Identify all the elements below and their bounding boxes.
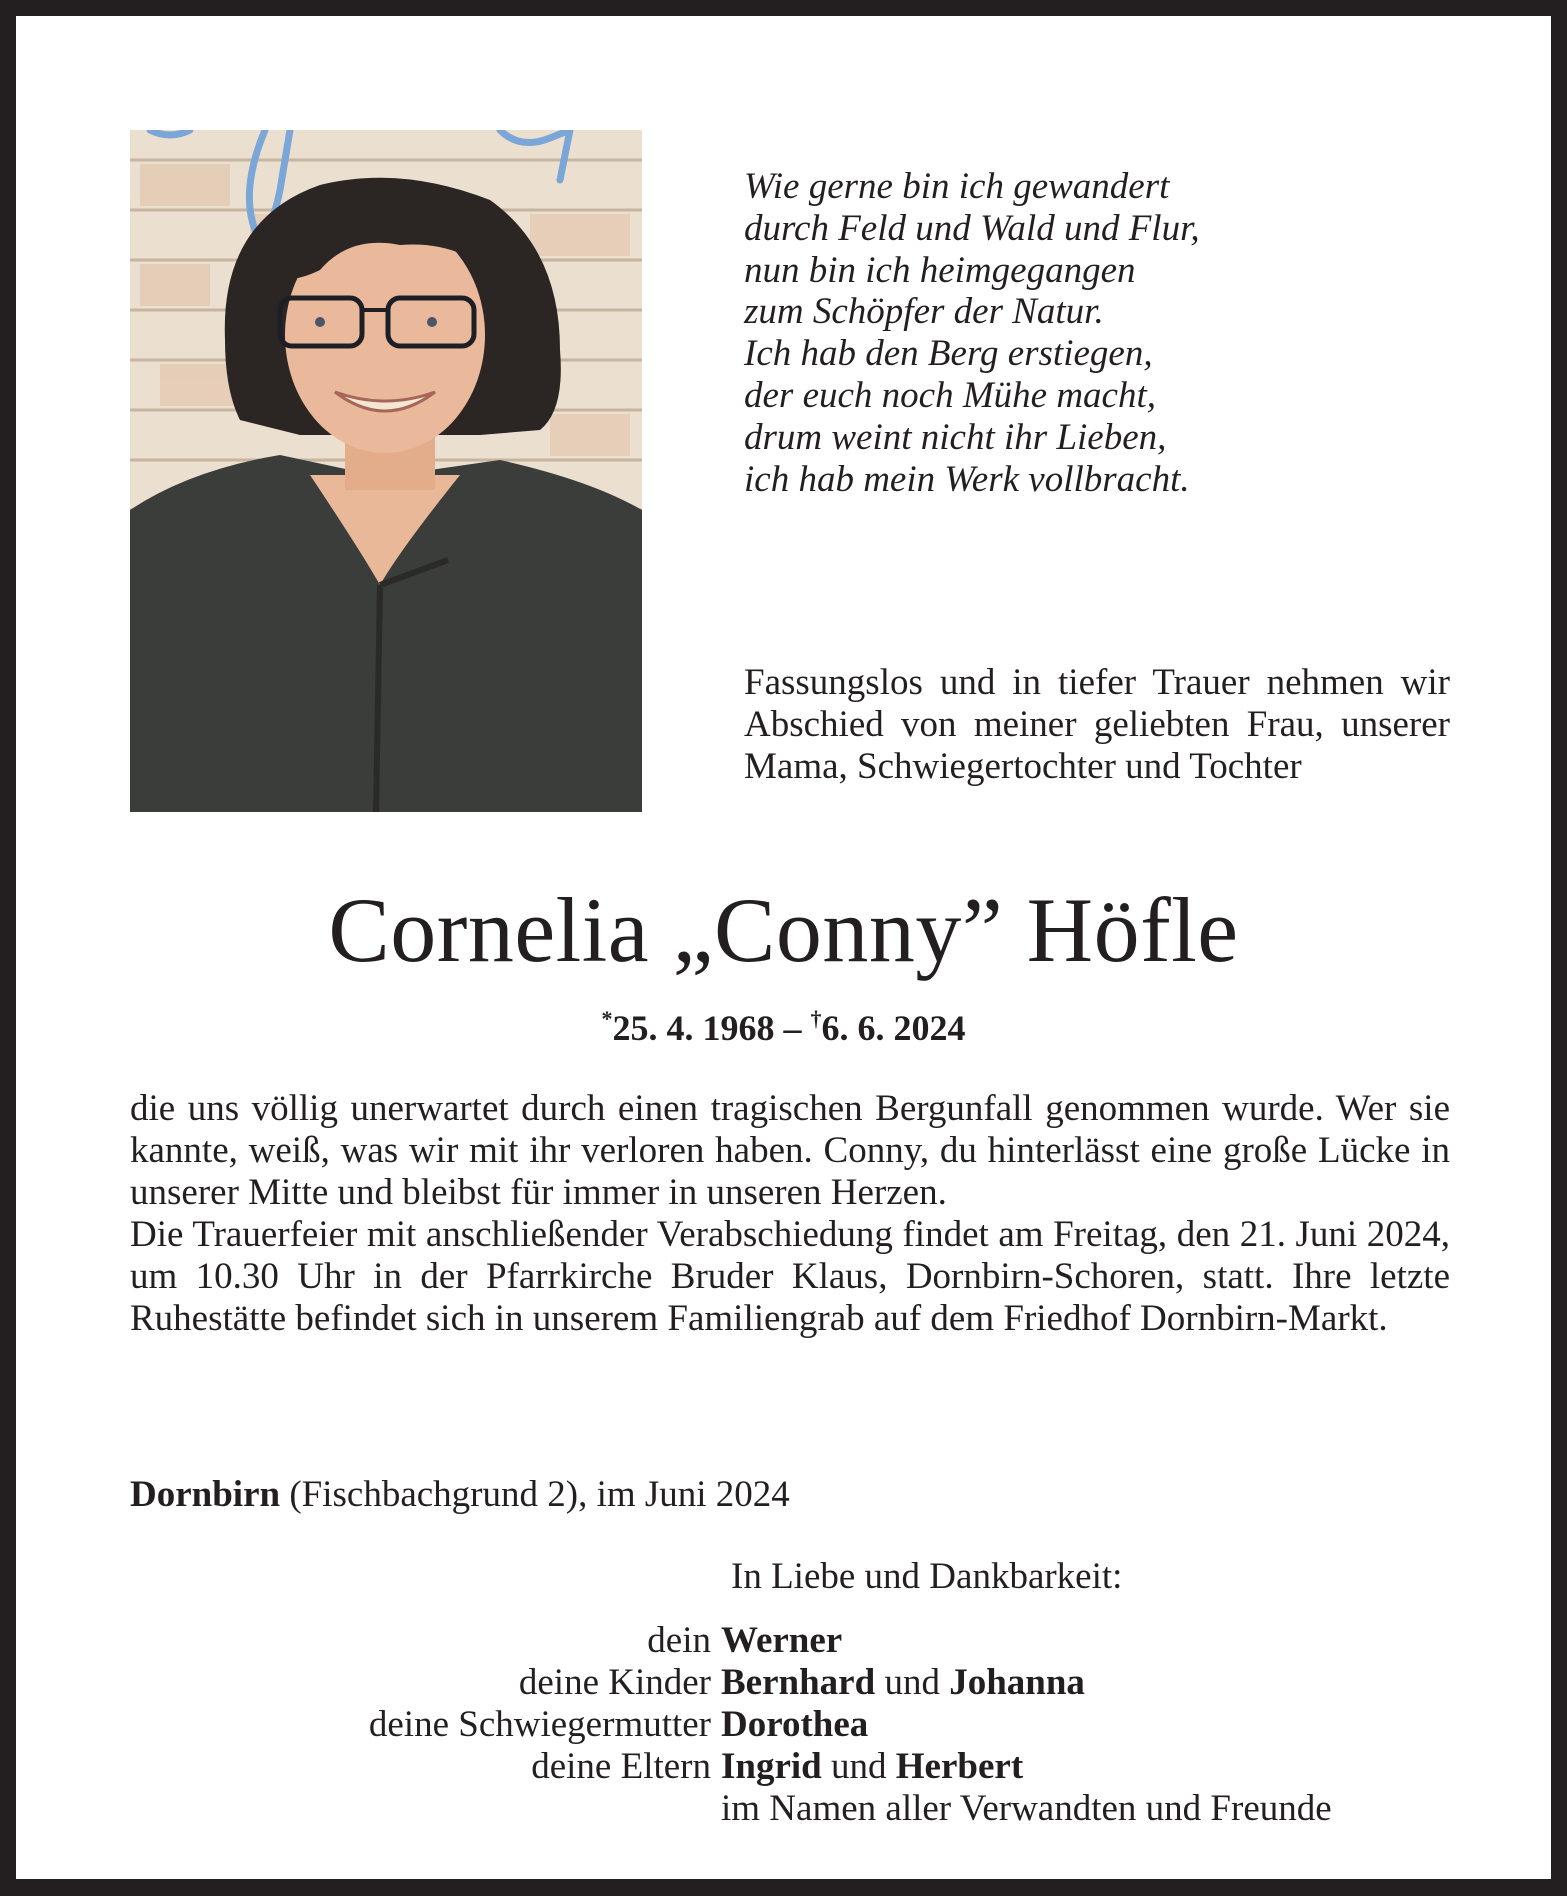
mourner-row [16, 1746, 1551, 1788]
portrait-illustration [130, 130, 642, 812]
poem-line: nun bin ich heimgegangen [744, 249, 1136, 291]
poem-line: zum Schöpfer der Natur. [744, 291, 1104, 333]
mourner-relation: deine Kinder [518, 1662, 711, 1703]
life-dates [16, 998, 1551, 1049]
mourner-name: Bernhard [721, 1662, 876, 1703]
mourner-names [721, 1746, 1023, 1788]
signoff-closing: im Namen aller Verwandten und Freunde [721, 1788, 1332, 1829]
body-paragraph-2: Die Trauerfeier mit anschließender Verabschiedung findet am Freitag, den 21. Juni 2024, um 10.30 Uhr in der Pfarrkirche Bruder Klaus, Dornbirn-Schoren, statt. Ihre letzte Ruhestätte befindet sich in unserem Familiengrab auf dem Friedhof Dornbirn-Markt. [130, 1214, 1450, 1339]
poem-line: drum weint nicht ihr Lieben, [744, 416, 1167, 458]
mourner-row [16, 1662, 1551, 1704]
mourner-name: Johanna [949, 1662, 1085, 1703]
poem-line: durch Feld und Wald und Flur, [744, 207, 1200, 249]
poem-line: der euch noch Mühe macht, [744, 374, 1157, 416]
mourner-name: Ingrid [721, 1746, 822, 1787]
death-symbol: † [810, 1006, 822, 1031]
place-details: (Fischbachgrund 2), im Juni 2024 [280, 1474, 790, 1515]
mourner-relation: deine Eltern [531, 1746, 711, 1787]
obituary-sheet [16, 16, 1551, 1879]
place-city: Dornbirn [130, 1474, 281, 1515]
mourner-conj: und [875, 1662, 950, 1703]
obituary-body [130, 1088, 1450, 1340]
death-date: 6. 6. 2024 [821, 1008, 966, 1048]
signoff-thanks: In Liebe und Dankbarkeit: [731, 1556, 1123, 1597]
poem-line: Ich hab den Berg erstiegen, [744, 333, 1153, 375]
mourner-conj: und [821, 1746, 896, 1787]
body-paragraph-1: die uns völlig unerwartet durch einen tragischen Bergunfall genommen wurde. Wer sie kannte, weiß, was wir mit ihr verloren haben. Conny, du hinterlässt eine große Lücke in unserer Mitte und bleibst für immer in unseren Herzen. [130, 1088, 1450, 1213]
poem [744, 166, 1200, 500]
poem-line: Wie gerne bin ich gewandert [744, 166, 1170, 207]
mourner-row [16, 1788, 1551, 1830]
place-date-line [130, 1474, 790, 1516]
deceased-name: Cornelia „Conny” Höfle [328, 879, 1239, 981]
intro-text: Fassungslos und in tiefer Trauer nehmen wir Abschied von meiner geliebten Frau, unserer Mama, Schwiegertochter und Tochter [744, 662, 1450, 787]
mourner-relation-empty [16, 1788, 721, 1830]
mourner-name: Dorothea [721, 1704, 869, 1745]
mourner-name: Herbert [895, 1746, 1024, 1787]
mourner-row [16, 1620, 1551, 1662]
signoff [16, 1556, 1551, 1830]
mourner-row [16, 1704, 1551, 1746]
mourner-names [721, 1704, 868, 1746]
birth-date: 25. 4. 1968 [612, 1008, 775, 1048]
mourner-relation: dein [647, 1620, 711, 1661]
date-separator: – [774, 1008, 811, 1048]
portrait-photo [130, 130, 642, 812]
mourner-relation: deine Schwiegermutter [368, 1704, 711, 1745]
mourner-name: Werner [721, 1620, 843, 1661]
poem-line: ich hab mein Werk vollbracht. [744, 458, 1190, 500]
birth-symbol: * [601, 1006, 613, 1031]
mourner-names [721, 1620, 842, 1662]
mourner-names [721, 1662, 1085, 1704]
